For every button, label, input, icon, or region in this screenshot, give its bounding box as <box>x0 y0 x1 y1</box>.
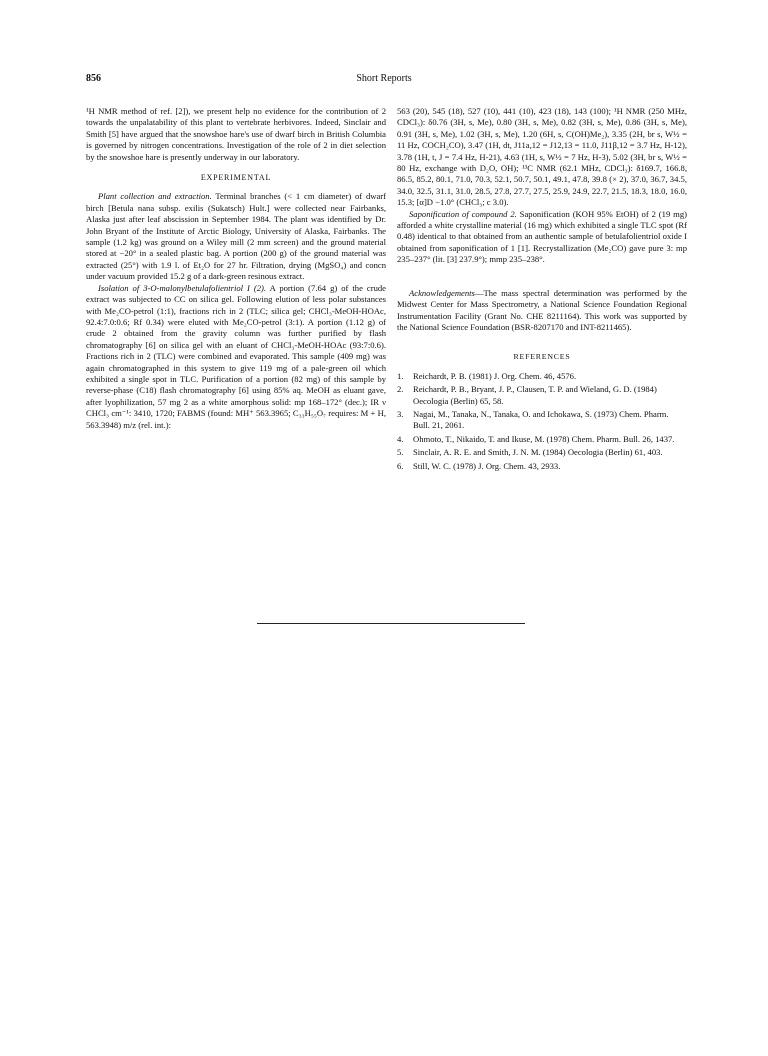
saponification-text: Saponification (KOH 95% EtOH) of 2 (19 mg) afforded a white crystalline material (16 mg) which exhibited a single TLC spot (Rf 0.48) identical to that obtained from an authentic sample of betulafolientriol oxide I obtained from saponification of 1 [1]. Recrystallization (Me₂CO) gave pure 3: mp 235–237° (lit. [3] 237.9°); mmp 235–238°. <box>397 208 687 265</box>
reference-text: Reichardt, P. B. (1981) J. Org. Chem. 46, 4576. <box>413 370 577 381</box>
isolation-text: A portion (7.64 g) of the crude extract was subjected to CC on silica gel. Following elution of less polar substances with Me₂CO-petrol (1:1), fractions rich in 2 (TLC; silica gel; CHCl₃-MeOH-HOAc, 92.4:7.0:0.6; Rf 0.34) were eluted with Me₂CO-petrol (3:1). A portion (1.12 g) of crude 2 obtained from the gravity column was further purified by flash chromatography [6] on silica gel with an eluant of CHCl₃-MeOH-HOAc (93:7:0.6). Fractions rich in 2 (TLC) were combined and evaporated. This sample (409 mg) was again chromatographed in this system to give 119 mg of a pale-green oil which exhibited a single spot in TLC. Purification of a portion (82 mg) of this sample by reverse-phase (C18) flash chromatography [6] using 85% aq. MeOH as eluant gave, after lyophilization, 57 mg 2 as a white amorphous solid: mp 168–172° (dec.); IR ν CHCl₃ cm⁻¹: 3410, 1720; FABMS (found: MH⁺ 563.3965; C₃₃H₅₅O₇ requires: M + H, 563.3948) m/z (rel. int.): <box>86 282 386 430</box>
reference-item <box>397 447 687 458</box>
reference-number: 5. <box>397 447 404 458</box>
plant-collection-paragraph <box>86 191 386 282</box>
acknowledgements-paragraph: Acknowledgements—The mass spectral determination was performed by the Midwest Center for Mass Spectrometry, a National Science Foundation Regional Instrumentation Facility (Grant No. CHE 8211164). This work was supported by the National Science Foundation (BSR-8207170 and INT-8211465). <box>397 287 687 332</box>
isolation-paragraph <box>86 283 386 431</box>
section-heading-experimental: EXPERIMENTAL <box>200 173 272 183</box>
reference-number: 1. <box>397 370 404 381</box>
reference-number: 3. <box>397 408 404 419</box>
saponification-paragraph <box>397 209 687 266</box>
references-heading: REFERENCES <box>513 352 571 362</box>
acknowledgements-text: The mass spectral determination was performed by the Midwest Center for Mass Spectrometry, a National Science Foundation Regional Instrumentation Facility (Grant No. CHE 8211164). This work was supported by the National Science Foundation (BSR-8207170 and INT-8211465). <box>397 287 687 332</box>
left-column <box>86 106 386 431</box>
reference-text: Nagai, M., Tanaka, N., Tanaka, O. and Ichokawa, S. (1973) Chem. Pharm. Bull. 21, 2061. <box>413 408 669 431</box>
intro-paragraph: ¹H NMR method of ref. [2]), we present help no evidence for the contribution of 2 towards the unpalatability of this plant to vertebrate herbivores. Indeed, Sinclair and Smith [5] have argued that the snowshoe hare's use of dwarf birch in British Columbia is governed by nitrogen concentrations. Investigation of the role of 2 in diet selection by the snowshoe hare is presently underway in our laboratory. <box>86 106 386 162</box>
right-column <box>397 106 687 474</box>
reference-text: Reichardt, P. B., Bryant, J. P., Clausen, T. P. and Wieland, G. D. (1984) Oecologia (Berlin) 65, 58. <box>413 384 657 406</box>
isolation-title: Isolation of 3-O-malonylbetulafolientriol I (2). <box>98 282 267 293</box>
reference-item <box>397 384 687 407</box>
reference-text: Ohmoto, T., Nikaido, T. and Ikuse, M. (1978) Chem. Pharm. Bull. 26, 1437. <box>413 433 675 444</box>
reference-list <box>397 371 687 472</box>
reference-text: Still, W. C. (1978) J. Org. Chem. 43, 2933. <box>413 460 561 471</box>
reference-number: 4. <box>397 433 404 444</box>
reference-item <box>397 371 687 382</box>
reference-item <box>397 434 687 445</box>
spectral-data-paragraph: 563 (20), 545 (18), 527 (10), 441 (10), 423 (18), 143 (100); ¹H NMR (250 MHz, CDCl₃): δ0.76 (3H, s, Me), 0.80 (3H, s, Me), 0.82 (3H, s, Me), 0.86 (3H, s, Me), 0.91 (3H, s, Me), 1.02 (3H, s, Me), 1.20 (6H, s, C(OH)Me₂), 3.35 (2H, br s, W½ = 11 Hz, COCH₂CO), 3.47 (1H, dt, J11a,12 = J12,13 = 11.0, J11β,12 = 3.7 Hz, H-12), 3.78 (1H, t, J = 7.4 Hz, H-21), 4.63 (1H, s, W½ = 7 Hz, H-3), 5.02 (3H, br s, W½ = 80 Hz, exchange with D₂O, OH); ¹³C NMR (62.1 MHz, CDCl₃): δ169.7, 166.8, 86.5, 85.2, 80.1, 71.0, 70.3, 52.1, 50.7, 50.1, 49.1, 47.8, 39.8 (× 2), 37.0, 36.7, 34.5, 34.0, 32.5, 31.1, 31.0, 28.5, 27.8, 27.7, 27.5, 25.9, 24.9, 22.7, 21.5, 18.3, 18.0, 16.0, 15.3; [α]D −1.0° (CHCl₃; c 3.0). <box>397 106 687 208</box>
end-of-article-rule <box>257 623 525 624</box>
acknowledgements-title: Acknowledgements <box>409 287 475 298</box>
reference-item <box>397 409 687 432</box>
page-number: 856 <box>86 73 101 84</box>
running-head: Short Reports <box>356 73 412 84</box>
plant-collection-title: Plant collection and extraction. <box>98 191 212 202</box>
reference-text: Sinclair, A. R. E. and Smith, J. N. M. (1984) Oecologia (Berlin) 61, 403. <box>413 447 663 458</box>
reference-number: 2. <box>397 384 404 395</box>
saponification-title: Saponification of compound 2. <box>409 208 517 219</box>
page-header <box>86 73 682 87</box>
reference-number: 6. <box>397 460 404 471</box>
reference-item <box>397 461 687 472</box>
plant-collection-text: Terminal branches (< 1 cm diameter) of dwarf birch [Betula nana subsp. exilis (Sukatsch) Hult.] were collected near Fairbanks, Alaska just after leaf abscission in September 1984. The plant was identified by Dr. John Bryant of the Institute of Arctic Biology, University of Alaska, Fairbanks. The sample (1.2 kg) was ground on a Wiley mill (2 mm screen) and the ground material stored at −20° in a sealed plastic bag. A portion (200 g) of the ground material was extracted (25°) with 1.9 l. of Et₂O for 27 hr. Filtration, drying (MgSO₄) and concn under vacuum provided 15.2 g of a dark-green resinous extract. <box>86 191 387 282</box>
